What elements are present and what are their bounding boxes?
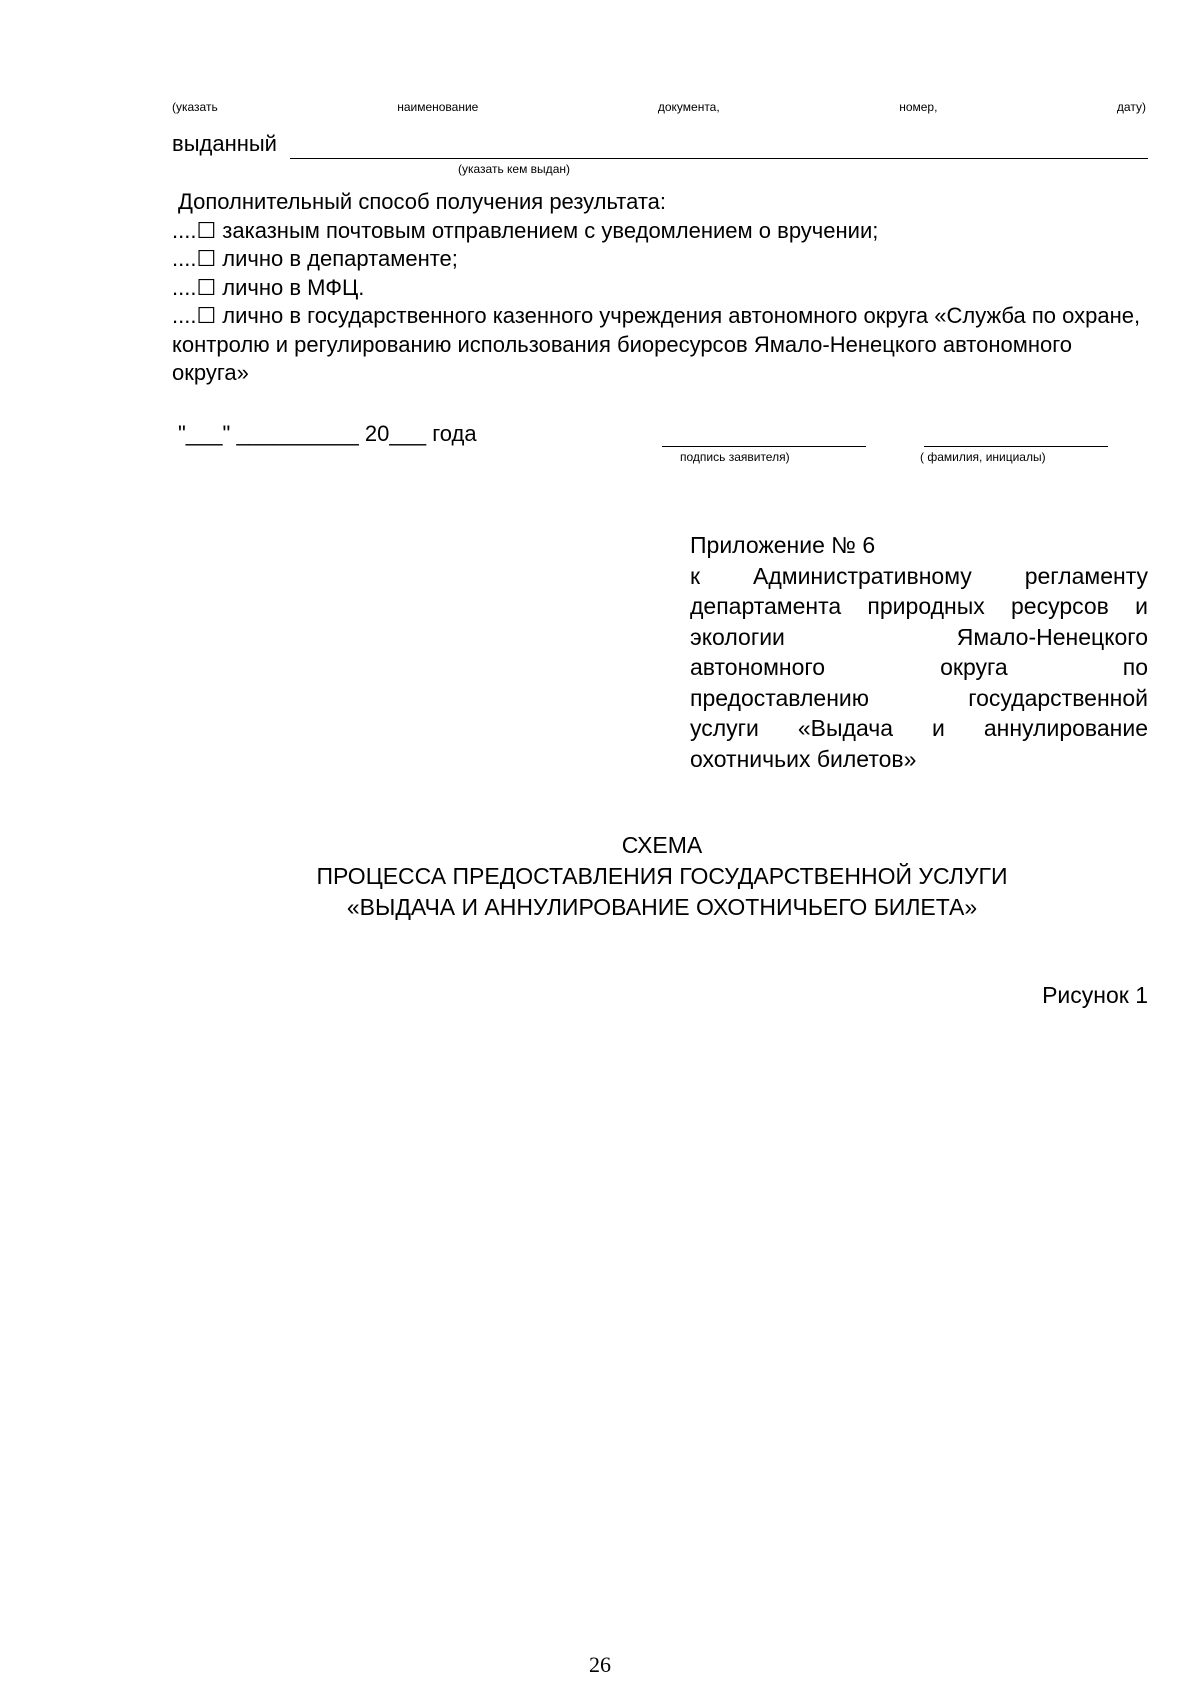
scheme-subtitle: ПРОЦЕССА ПРЕДОСТАВЛЕНИЯ ГОСУДАРСТВЕННОЙ УСЛУГИ <box>316 863 1008 889</box>
scheme-title-block <box>172 830 1152 923</box>
delivery-heading: Дополнительный способ получения результата: <box>178 189 667 214</box>
delivery-option-service[interactable]: ....☐ лично в государственного казенного учреждения автономного округа «Служба по охране, контролю и регулированию использования биоресурсов Ямало-Ненецкого автономного округа» <box>172 303 1141 385</box>
appendix-title: Приложение № 6 <box>690 532 876 558</box>
hint-word: документа, <box>657 100 720 114</box>
delivery-option-mfc[interactable]: ....☐ лично в МФЦ. <box>172 274 365 300</box>
appendix-line: экологии Ямало-Ненецкого <box>690 623 1148 650</box>
name-hint: ( фамилия, инициалы) <box>920 450 1046 464</box>
appendix-block <box>690 530 1148 774</box>
issued-label: выданный <box>172 131 277 156</box>
issued-by-field-line[interactable] <box>290 158 1148 159</box>
appendix-last-line: охотничьих билетов» <box>690 745 917 772</box>
date-line[interactable]: "___" __________ 20___ года <box>178 421 477 446</box>
name-line[interactable] <box>924 446 1108 447</box>
appendix-line: услуги «Выдача и аннулирование <box>690 715 1148 741</box>
appendix-line: департамента природных ресурсов и <box>690 593 1148 619</box>
delivery-options <box>172 188 1152 388</box>
delivery-option-department[interactable]: ....☐ лично в департаменте; <box>172 246 458 271</box>
hint-word: (указать <box>172 100 218 114</box>
document-hint-row <box>172 100 1146 116</box>
page-number: 26 <box>589 1652 611 1677</box>
hint-word: номер, <box>899 100 938 114</box>
signature-line[interactable] <box>662 446 866 447</box>
hint-word: наименование <box>397 100 479 114</box>
figure-label: Рисунок 1 <box>1042 982 1148 1008</box>
appendix-line: автономного округа по <box>690 654 1148 680</box>
hint-word: дату) <box>1116 100 1146 114</box>
scheme-service-name: «ВЫДАЧА И АННУЛИРОВАНИЕ ОХОТНИЧЬЕГО БИЛЕТА» <box>346 894 978 920</box>
issued-by-hint: (указать кем выдан) <box>458 162 570 176</box>
signature-hint: подпись заявителя) <box>680 450 790 464</box>
appendix-line: предоставлению государственной <box>690 684 1148 711</box>
delivery-option-mail[interactable]: ....☐ заказным почтовым отправлением с уведомлением о вручении; <box>172 217 879 243</box>
scheme-title: СХЕМА <box>621 832 703 858</box>
appendix-line: к Административному регламенту <box>690 562 1148 589</box>
